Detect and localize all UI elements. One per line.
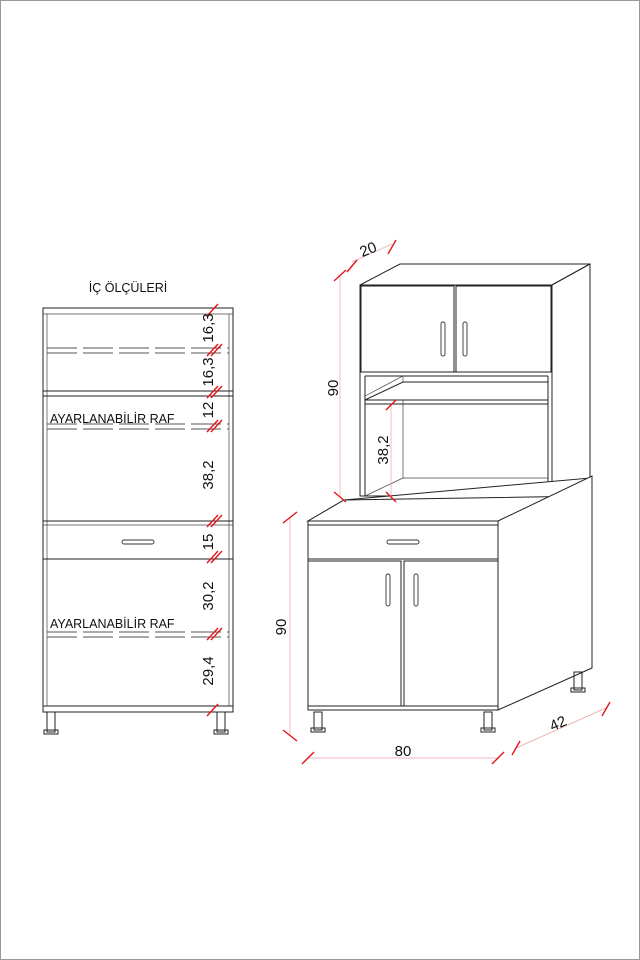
base-front <box>308 521 498 710</box>
hutch-shelf <box>365 382 548 400</box>
perspective-view <box>273 239 610 764</box>
hutch-side <box>552 264 590 496</box>
section-view-title: İÇ ÖLÇÜLERİ <box>88 281 168 295</box>
cabinet-foot <box>484 712 492 730</box>
top-depth-label: 20 <box>357 238 380 261</box>
width-label: 80 <box>394 743 412 760</box>
cabinet-foot <box>314 712 322 730</box>
door-handle-icon <box>386 574 390 606</box>
door-handle-icon <box>441 322 445 356</box>
door-handle-icon <box>463 322 467 356</box>
dimension-label: 30,2 <box>200 581 217 611</box>
dimension-label: 15 <box>200 533 217 551</box>
front-section-view <box>43 281 233 734</box>
cabinet-foot <box>47 712 55 732</box>
dimension-label: 38,2 <box>200 460 217 490</box>
page-border <box>1 1 640 960</box>
cabinet-foot <box>217 712 225 732</box>
open-shelf-label: 38,2 <box>375 435 392 465</box>
door-handle-icon <box>414 574 418 606</box>
depth-label: 42 <box>547 712 570 736</box>
drawer-handle-icon <box>387 540 419 544</box>
dimension-label: 29,4 <box>200 656 217 686</box>
hutch-top <box>360 264 590 285</box>
dimension-label: 16,3 <box>200 313 217 343</box>
adjustable-shelf-label: AYARLANABİLİR RAF <box>50 412 175 426</box>
hutch-door-right <box>456 286 551 372</box>
hutch-door-left <box>361 286 454 372</box>
dimension-label: 16,3 <box>200 357 217 387</box>
drawer-handle-icon <box>122 540 154 544</box>
top-height-label: 90 <box>325 379 342 397</box>
bottom-height-label: 90 <box>273 618 290 636</box>
dimension-label: 12 <box>200 401 217 419</box>
adjustable-shelf-label: AYARLANABİLİR RAF <box>50 617 175 631</box>
